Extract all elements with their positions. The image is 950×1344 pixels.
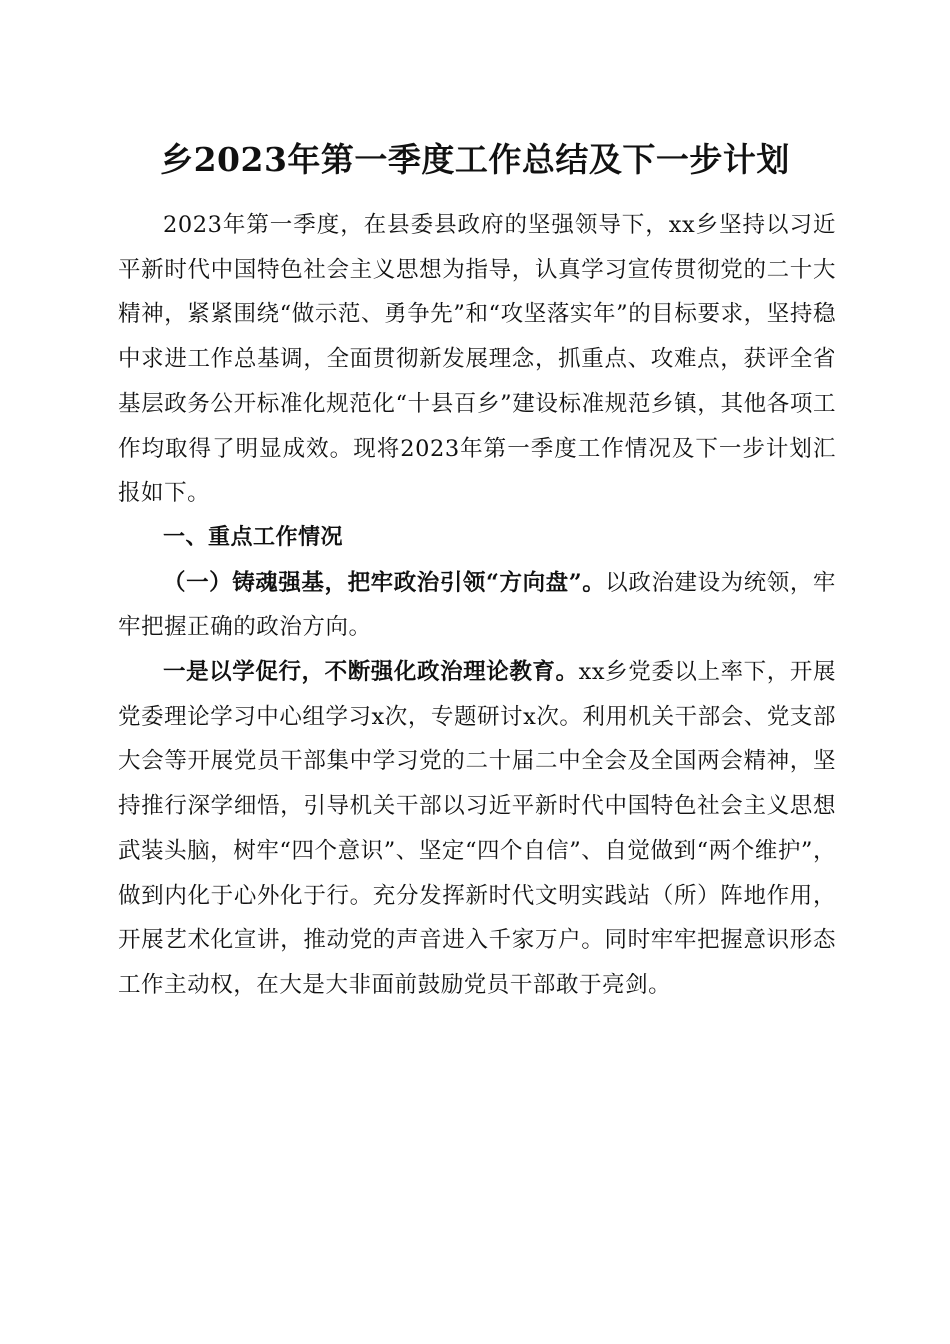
subsection-text: 以政治建设为统领，牢牢把握正确的政治方向。 [118,569,836,641]
document-title: 乡2023年第一季度工作总结及下一步计划 [160,140,790,179]
subsection-lead: （一）铸魂强基，把牢政治引领“方向盘”。 [163,569,606,596]
item-paragraph [118,650,836,1008]
subsection-paragraph [118,561,836,650]
item-text: xx乡党委以上率下，开展党委理论学习中心组学习x次，专题研讨x次。利用机关干部会、党支部大会等开展党员干部集中学习党的二十届二中全会及全国两会精神，坚持推行深学细悟，引导机关干部以习近平新时代中国特色社会主义思想武装头脑，树牢“四个意识”、坚定“四个自信”、自觉做到“两个维护”，做到内化于心外化于行。充分发挥新时代文明实践站（所）阵地作用，开展艺术化宣讲，推动党的声音进入千家万户。同时牢牢把握意识形态工作主动权，在大是大非面前鼓励党员干部敢于亮剑。 [118,659,837,998]
document-body [118,203,836,1008]
intro-paragraph: 2023年第一季度，在县委县政府的坚强领导下，xx乡坚持以习近平新时代中国特色社会主义思想为指导，认真学习宣传贯彻党的二十大精神，紧紧围绕“做示范、勇争先”和“攻坚落实年”的目标要求，坚持稳中求进工作总基调，全面贯彻新发展理念，抓重点、攻难点，获评全省基层政务公开标准化规范化“十县百乡”建设标准规范乡镇，其他各项工作均取得了明显成效。现将2023年第一季度工作情况及下一步计划汇报如下。 [118,212,836,507]
item-lead: 一是以学促行，不断强化政治理论教育。 [163,659,579,686]
section-heading: 一、重点工作情况 [163,524,344,550]
